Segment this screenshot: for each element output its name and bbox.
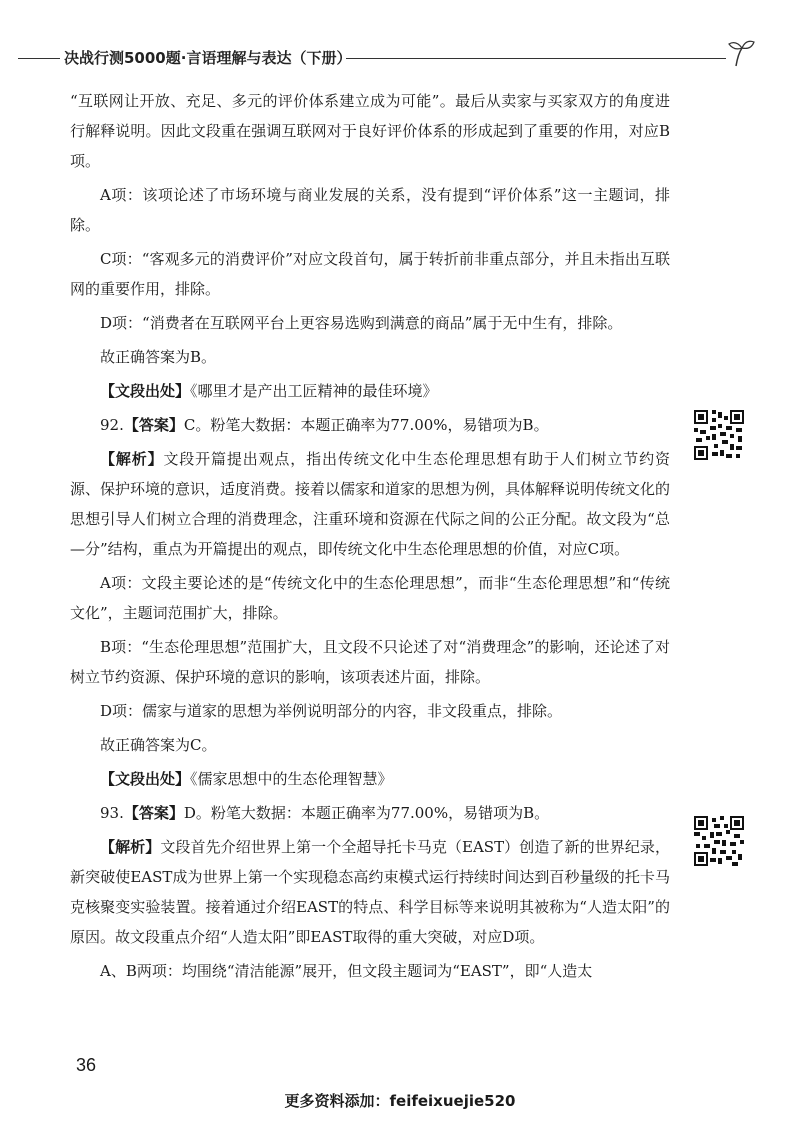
footer-note: 更多资料添加：feifeixuejie520 [284, 1092, 516, 1110]
sprout-icon [726, 38, 756, 68]
running-header [0, 44, 800, 74]
source-line [70, 376, 670, 406]
paragraph-text: 故正确答案为C。 [100, 736, 217, 754]
paragraph-text: 故正确答案为B。 [100, 348, 217, 366]
analysis-text: 文段首先介绍世界上第一个全超导托卡马克（EAST）创造了新的世界纪录，新突破使EAST成为世界上第一个实现稳态高约束模式运行持续时间达到百秒量级的托卡马克核聚变实验装置。接着通过介绍EAST的特点、科学目标等来说明其被称为“人造太阳”的原因。故文段重点介绍“人造太阳”即EAST取得的重大突破，对应D项。 [70, 838, 670, 946]
qr-code-icon[interactable] [694, 410, 744, 460]
paragraph-text: A项：该项论述了市场环境与商业发展的关系，没有提到“评价体系”这一主题词，排除。 [70, 186, 670, 234]
main-content [70, 86, 670, 990]
paragraph [70, 730, 670, 760]
analysis-paragraph [70, 444, 670, 564]
question-number: 93. [100, 804, 124, 822]
paragraph [70, 956, 670, 986]
page-number: 36 [76, 1055, 97, 1075]
question-number: 92. [100, 416, 124, 434]
book-title: 决战行测5000题·言语理解与表达（下册） [64, 49, 352, 67]
answer-text: D。粉笔大数据：本题正确率为77.00%，易错项为B。 [183, 804, 550, 822]
paragraph [70, 342, 670, 372]
source-line [70, 764, 670, 794]
paragraph [70, 632, 670, 692]
paragraph-text: A项：文段主要论述的是“传统文化中的生态伦理思想”，而非“生态伦理思想”和“传统文化”，主题词范围扩大，排除。 [70, 574, 670, 622]
analysis-paragraph [70, 832, 670, 952]
paragraph-text: C项：“客观多元的消费评价”对应文段首句，属于转折前非重点部分，并且未指出互联网的重要作用，排除。 [70, 250, 670, 298]
paragraph [70, 568, 670, 628]
source-title: 《儒家思想中的生态伦理智慧》 [190, 770, 393, 788]
paragraph [70, 180, 670, 240]
analysis-text: 文段开篇提出观点，指出传统文化中生态伦理思想有助于人们树立节约资源、保护环境的意识，适度消费。接着以儒家和道家的思想为例，具体解释说明传统文化的思想引导人们树立合理的消费理念，注重环境和资源在代际之间的公正分配。故文段为“总—分”结构，重点为开篇提出的观点，即传统文化中生态伦理思想的价值，对应C项。 [70, 450, 671, 558]
header-rule-right [346, 58, 726, 59]
answer-label: 【答案】 [123, 416, 184, 434]
analysis-label: 【解析】 [100, 838, 161, 856]
paragraph [70, 86, 670, 176]
paragraph-text: D项：儒家与道家的思想为举例说明部分的内容，非文段重点，排除。 [100, 702, 563, 720]
paragraph-text: B项：“生态伦理思想”范围扩大，且文段不只论述了对“消费理念”的影响，还论述了对树立节约资源、保护环境的意识的影响，该项表述片面，排除。 [70, 638, 670, 686]
header-rule-left [18, 58, 60, 59]
source-title: 《哪里才是产出工匠精神的最佳环境》 [190, 382, 438, 400]
paragraph [70, 244, 670, 304]
paragraph-text: D项：“消费者在互联网平台上更容易选购到满意的商品”属于无中生有，排除。 [100, 314, 623, 332]
paragraph [70, 308, 670, 338]
paragraph-text: A、B两项：均围绕“清洁能源”展开，但文段主题词为“EAST”，即“人造太 [100, 962, 593, 980]
answer-line [70, 798, 670, 828]
source-label: 【文段出处】 [100, 770, 191, 788]
answer-line [70, 410, 670, 440]
answer-label: 【答案】 [123, 804, 184, 822]
paragraph [70, 696, 670, 726]
qr-code-icon[interactable] [694, 816, 744, 866]
answer-text: C。粉笔大数据：本题正确率为77.00%，易错项为B。 [183, 416, 549, 434]
source-label: 【文段出处】 [100, 382, 191, 400]
paragraph-text: “互联网让开放、充足、多元的评价体系建立成为可能”。最后从卖家与买家双方的角度进行解释说明。因此文段重在强调互联网对于良好评价体系的形成起到了重要的作用，对应B项。 [70, 92, 670, 170]
analysis-label: 【解析】 [100, 450, 164, 468]
